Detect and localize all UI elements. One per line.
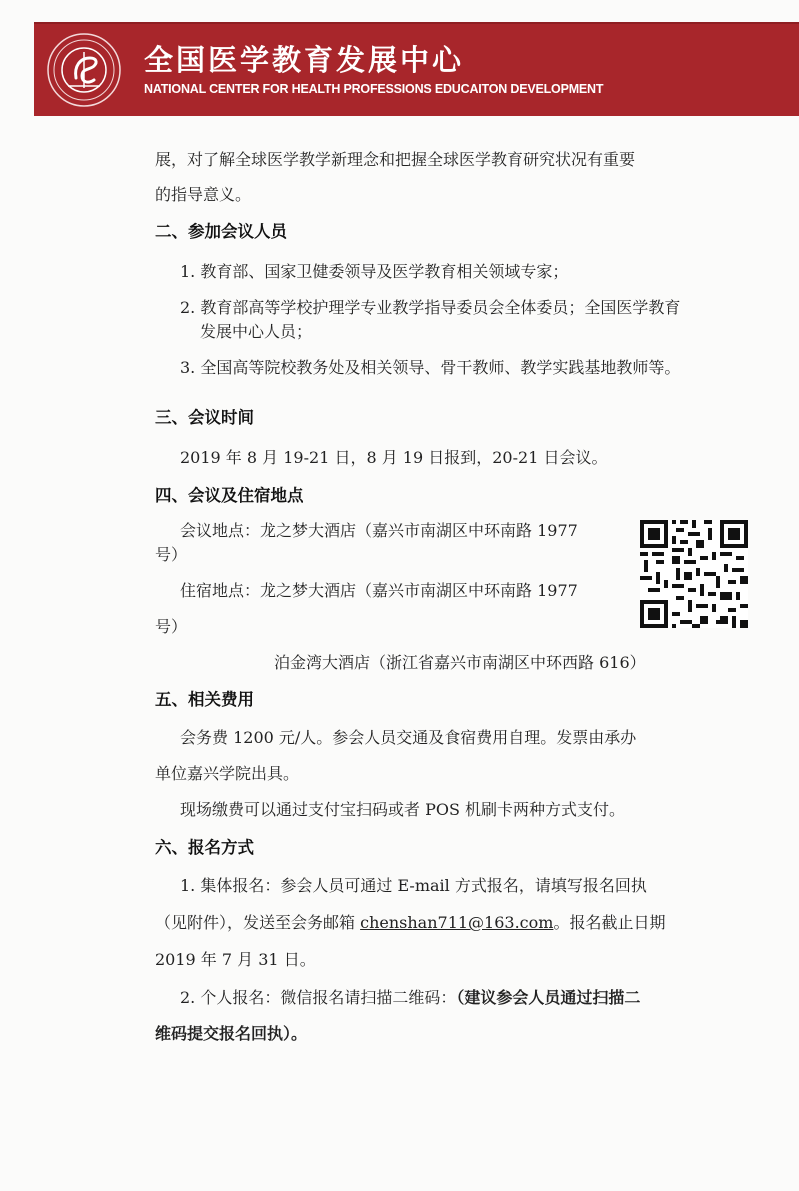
section-3-heading: 三、会议时间 xyxy=(155,408,254,427)
attendee-item-2a: 2. 教育部高等学校护理学专业教学指导委员会全体委员；全国医学教育 xyxy=(180,298,681,317)
intro-line-2: 的指导意义。 xyxy=(155,185,252,204)
personal-signup-bold-a: （建议参会人员通过扫描二 xyxy=(456,988,641,1007)
section-5-heading: 五、相关费用 xyxy=(155,690,254,709)
section-2-heading: 二、参加会议人员 xyxy=(155,222,287,241)
attendee-item-1: 1. 教育部、国家卫健委领导及医学教育相关领域专家； xyxy=(180,262,569,281)
section-4-heading: 四、会议及住宿地点 xyxy=(155,486,304,505)
qr-code-icon[interactable] xyxy=(640,520,748,628)
header-banner xyxy=(34,22,799,116)
group-signup-line-a: 1. 集体报名：参会人员可通过 E-mail 方式报名，请填写报名回执 xyxy=(180,876,647,895)
personal-signup-prefix: 2. 个人报名：微信报名请扫描二维码： xyxy=(180,988,457,1007)
personal-signup-line-a xyxy=(180,988,640,1008)
personal-signup-line-b: 维码提交报名回执）。 xyxy=(155,1024,308,1043)
group-signup-line-b xyxy=(155,913,665,933)
venue-line-a: 会议地点：龙之梦大酒店（嘉兴市南湖区中环南路 1977 xyxy=(180,521,578,540)
group-signup-suffix: 。报名截止日期 xyxy=(553,913,666,932)
section-6-heading: 六、报名方式 xyxy=(155,838,254,857)
intro-line-1: 展，对了解全球医学教学新理念和把握全球医学教育研究状况有重要 xyxy=(155,150,636,169)
meeting-time-text: 2019 年 8 月 19-21 日，8 月 19 日报到，20-21 日会议。 xyxy=(180,448,608,467)
attendee-item-2b: 发展中心人员； xyxy=(200,322,313,341)
header-title-en: NATIONAL CENTER FOR HEALTH PROFESSIONS EDUCAITON DEVELOPMENT xyxy=(144,82,604,96)
group-signup-prefix: （见附件），发送至会务邮箱 xyxy=(155,913,356,932)
header-title-cn: 全国医学教育发展中心 xyxy=(144,43,465,77)
email-link[interactable]: chenshan711@163.com xyxy=(360,913,554,932)
hotel-line-a: 住宿地点：龙之梦大酒店（嘉兴市南湖区中环南路 1977 xyxy=(180,581,578,600)
group-signup-line-c: 2019 年 7 月 31 日。 xyxy=(155,950,316,969)
seal-logo-icon xyxy=(46,32,122,108)
fee-line-a: 会务费 1200 元/人。参会人员交通及食宿费用自理。发票由承办 xyxy=(180,728,637,747)
payment-line: 现场缴费可以通过支付宝扫码或者 POS 机刷卡两种方式支付。 xyxy=(180,800,626,819)
hotel-line-2: 泊金湾大酒店（浙江省嘉兴市南湖区中环西路 616） xyxy=(274,653,646,672)
hotel-line-b: 号） xyxy=(155,617,188,636)
attendee-item-3: 3. 全国高等院校教务处及相关领导、骨干教师、教学实践基地教师等。 xyxy=(180,358,681,377)
fee-line-b: 单位嘉兴学院出具。 xyxy=(155,764,300,783)
venue-line-b: 号） xyxy=(155,545,188,564)
